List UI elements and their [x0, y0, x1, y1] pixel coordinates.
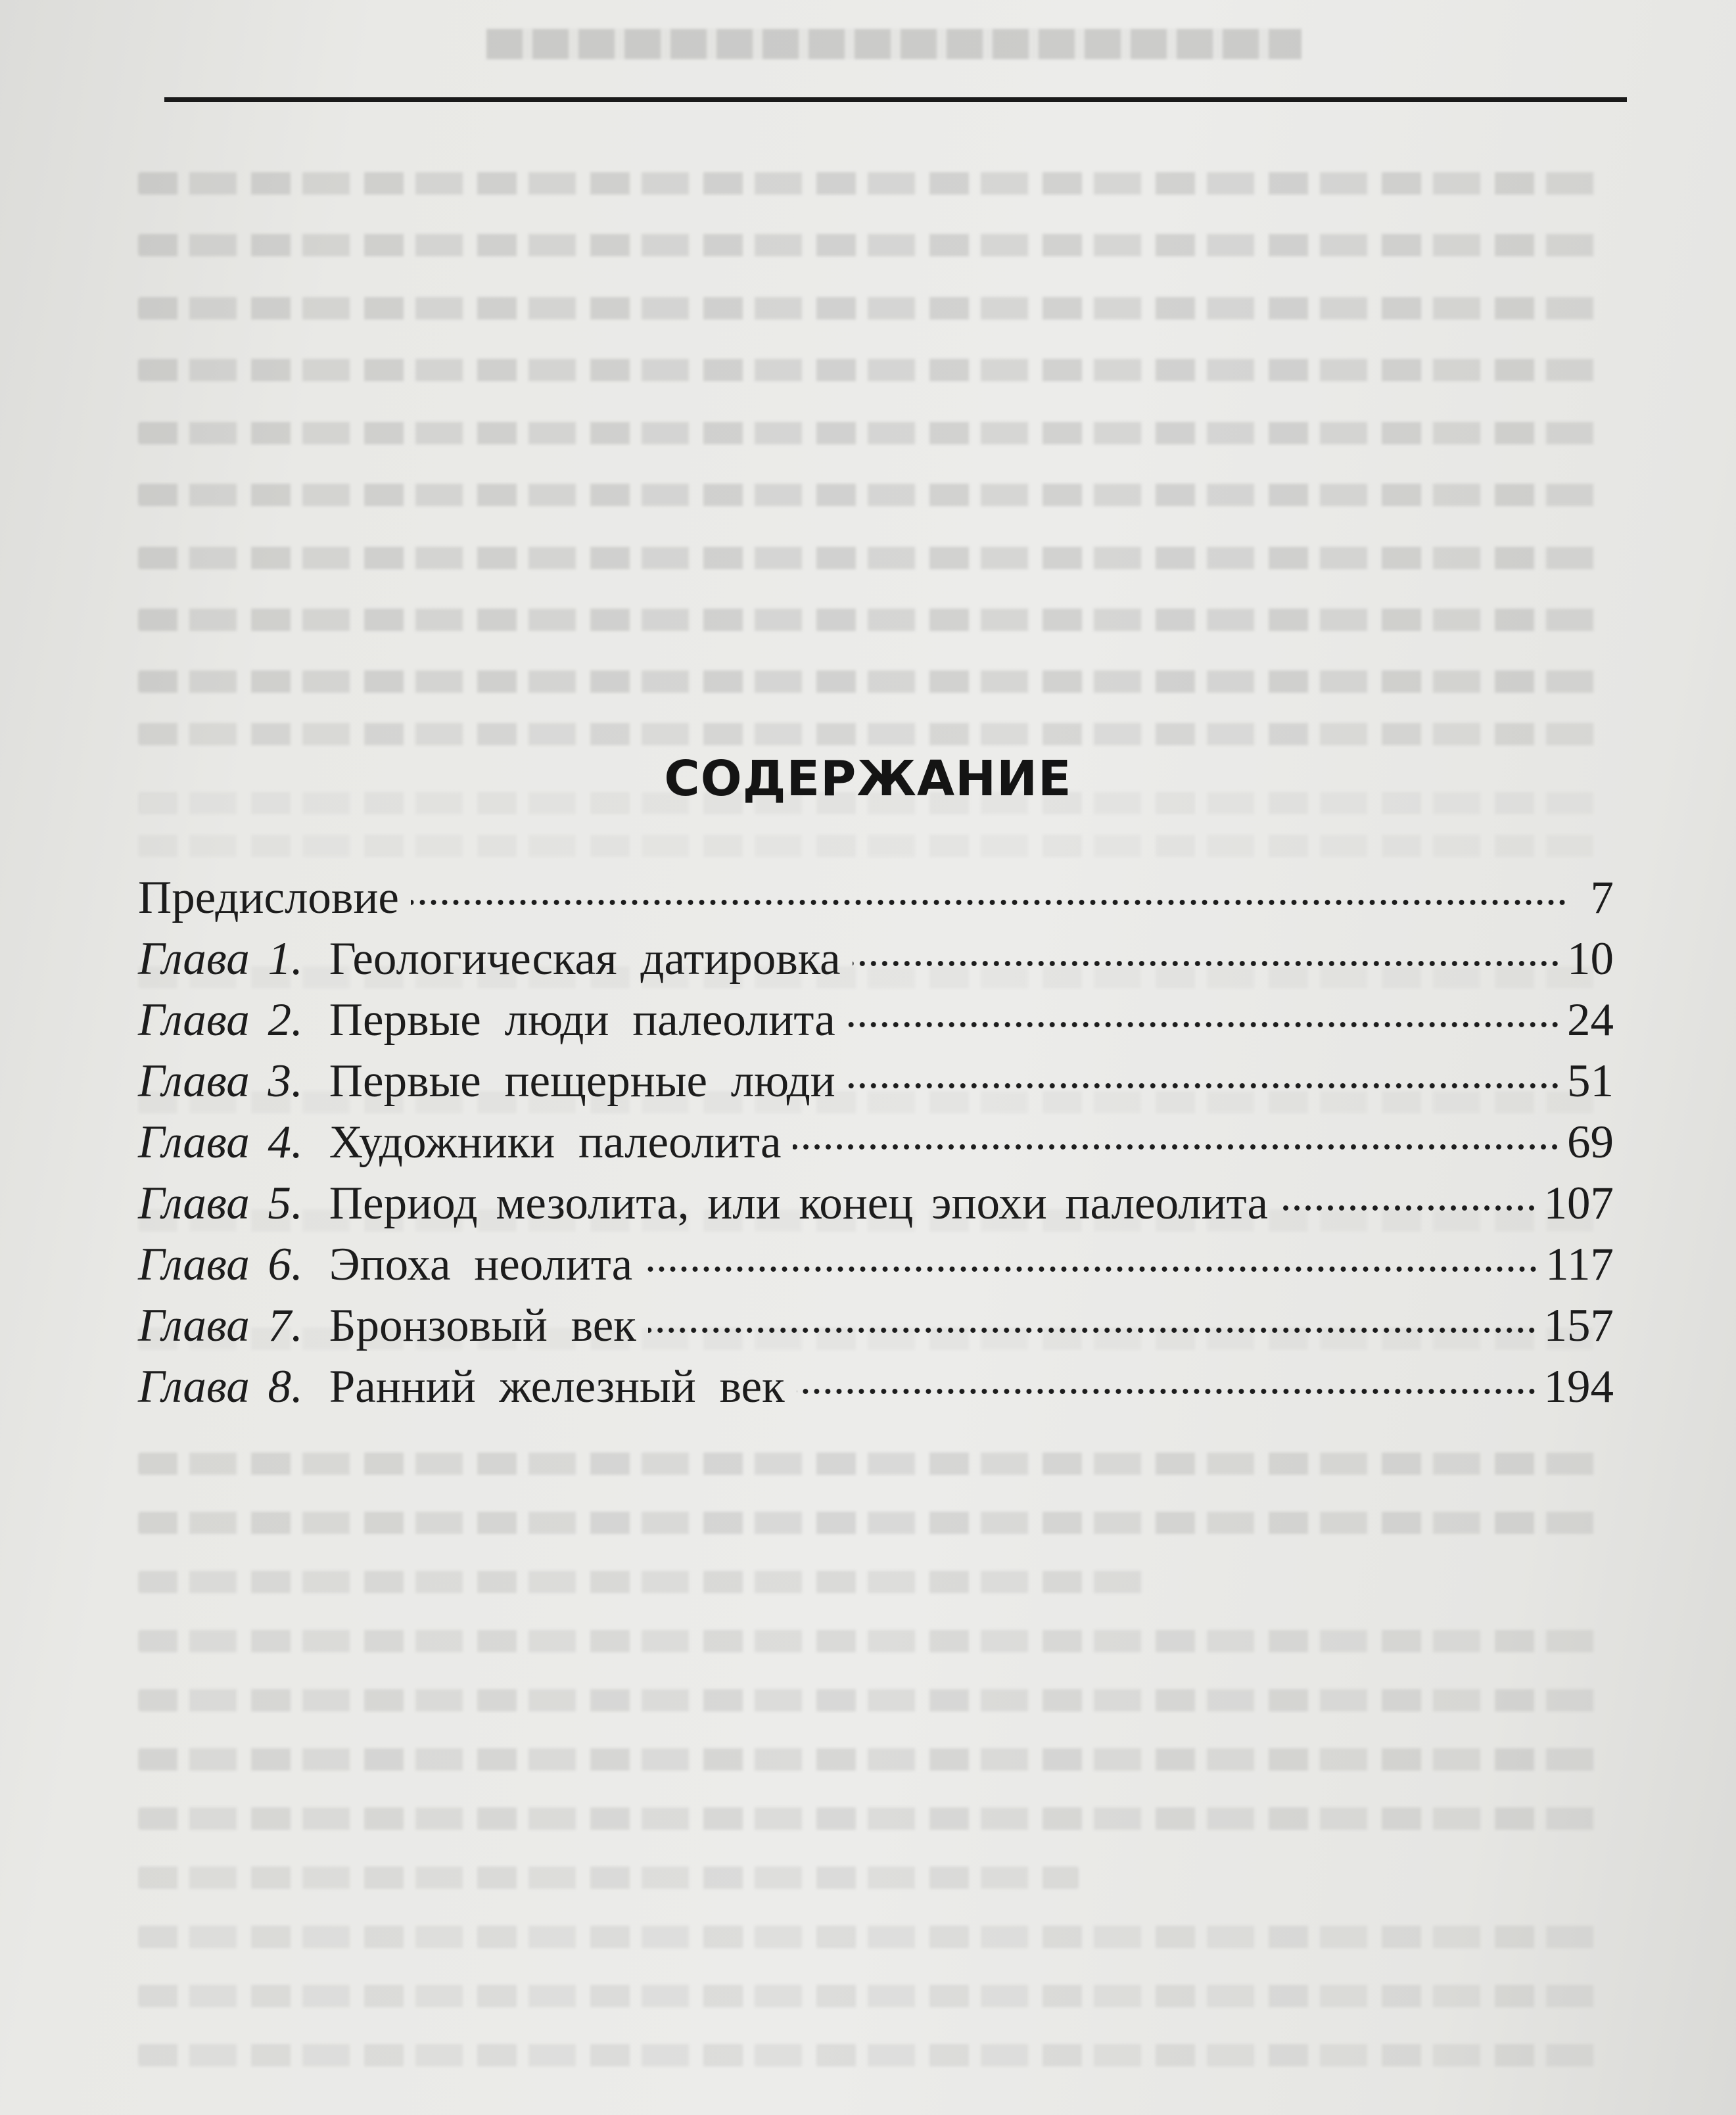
bleed-through-line [138, 1571, 1144, 1593]
chapter-title: Ранний железный век [329, 1361, 785, 1412]
leader-dots [853, 957, 1560, 970]
bleed-through-line [138, 1807, 1605, 1830]
toc-entry[interactable] [138, 1234, 1614, 1295]
bleed-through-line [138, 670, 1605, 693]
bleed-through-line [138, 1748, 1605, 1771]
chapter-title: Период мезолита, или конец эпохи палеолита [329, 1178, 1268, 1229]
page-number: 7 [1590, 872, 1614, 923]
leader-dots [847, 1079, 1560, 1092]
toc-entry[interactable] [138, 868, 1614, 929]
chapter-title: Бронзовый век [329, 1300, 636, 1351]
leader-dots [793, 1140, 1560, 1153]
bleed-through-line [138, 297, 1605, 319]
leader-dots [648, 1324, 1537, 1337]
bleed-through-line [138, 1985, 1605, 2007]
bleed-through-line [138, 547, 1605, 569]
chapter-title: Предисловие [138, 872, 399, 923]
toc-entry[interactable] [138, 990, 1614, 1051]
page-number: 24 [1567, 994, 1614, 1046]
table-of-contents [138, 868, 1614, 1418]
header-rule [164, 97, 1627, 102]
bleed-through-line [138, 1453, 1605, 1475]
contents-heading: СОДЕРЖАНИЕ [664, 751, 1072, 807]
bleed-through-line [138, 422, 1605, 444]
leader-dots [644, 1263, 1539, 1276]
toc-entry[interactable] [138, 929, 1614, 990]
chapter-number: Глава 1. [138, 933, 303, 985]
bleed-through-line [138, 1630, 1605, 1652]
toc-entry[interactable] [138, 1112, 1614, 1173]
chapter-title: Художники палеолита [329, 1117, 782, 1168]
bleed-through-line [138, 1926, 1605, 1948]
leader-dots [1280, 1201, 1537, 1215]
page-number: 157 [1543, 1300, 1614, 1351]
page-number: 51 [1567, 1056, 1614, 1107]
bleed-through-line [138, 359, 1605, 381]
chapter-title: Геологическая датировка [329, 933, 841, 985]
bleed-through-line [138, 835, 1605, 857]
toc-entry[interactable] [138, 1173, 1614, 1234]
bleed-through-line [138, 1689, 1605, 1711]
bleed-through-line [138, 172, 1605, 195]
chapter-title: Эпоха неолита [329, 1239, 633, 1290]
bleed-through-line [138, 2044, 1605, 2066]
chapter-title: Первые люди палеолита [329, 994, 835, 1046]
bleed-through-line [138, 484, 1605, 506]
page-number: 194 [1543, 1361, 1614, 1412]
toc-entry[interactable] [138, 1295, 1614, 1357]
page-number: 107 [1543, 1178, 1614, 1229]
chapter-title: Первые пещерные люди [329, 1056, 835, 1107]
bleed-through-line [138, 234, 1605, 256]
leader-dots [797, 1385, 1537, 1398]
chapter-number: Глава 3. [138, 1056, 303, 1107]
bleed-through-running-head [486, 29, 1302, 59]
leader-dots [411, 896, 1568, 909]
chapter-number: Глава 7. [138, 1300, 303, 1351]
page-number: 117 [1545, 1239, 1614, 1290]
bleed-through-line [138, 609, 1605, 631]
bleed-through-line [138, 723, 1605, 745]
page-number: 69 [1567, 1117, 1614, 1168]
bleed-through-line [138, 1512, 1605, 1534]
leader-dots [847, 1018, 1560, 1031]
toc-entry[interactable] [138, 1357, 1614, 1418]
chapter-number: Глава 4. [138, 1117, 303, 1168]
toc-entry[interactable] [138, 1051, 1614, 1112]
chapter-number: Глава 2. [138, 994, 303, 1046]
page-number: 10 [1567, 933, 1614, 985]
bleed-through-line [138, 1867, 1079, 1889]
chapter-number: Глава 5. [138, 1178, 303, 1229]
chapter-number: Глава 8. [138, 1361, 303, 1412]
chapter-number: Глава 6. [138, 1239, 303, 1290]
